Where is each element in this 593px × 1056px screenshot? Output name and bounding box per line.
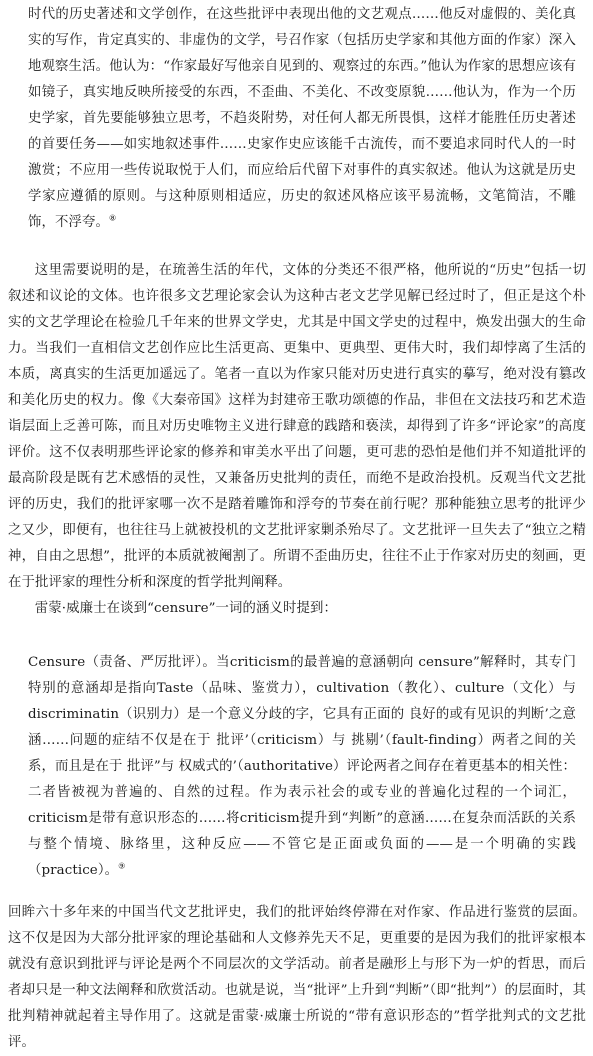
quote-intro-line: 雷蒙·威廉士在谈到“censure”一词的涵义时提到：: [34, 601, 337, 616]
block-quote-williams: [28, 650, 576, 884]
quote-text: 时代的历史著述和文学创作，在这些批评中表现出他的文艺观点……他反对虚假的、美化真实的写作，肯定真实的、非虚伪的文学，号召作家（包括历史学家和其他方面的作家）深入地观察生活。他认为：“作家最好写他亲自见到的、观察过的东西。”他认为作家的思想应该有如镜子，真实地反映所接受的东西，不歪曲、不美化、不改变原貌……他认为，作为一个历史学家，首先要能够独立思考，不趋炎附势，对任何人都无所畏惧，这样才能胜任历史著述的首要任务——如实地叙述事件……史家作史应该能千古流传，而不要追求同时代人的一时激赏；不应用一些传说取悦于人们，而应给后代留下对事件的真实叙述。他认为这就是历史学家应遵循的原则。与这种原则相适应，历史的叙述风格应该平易流畅，文笔简洁，不雕饰，不浮夸。: [28, 7, 576, 230]
block-quote-lucian: [28, 2, 576, 236]
paragraph-text: 回眸六十多年来的中国当代文艺批评史，我们的批评始终停滞在对作家、作品进行鉴赏的层面。这不仅是因为大部分批评家的理论基础和人文修养先天不足，更重要的是因为我们的批评家根本就没有意识到批评与评论是两个不同层次的文学活动。前者是融形上与形下为一炉的哲思，而后者却只是一种文法阐释和欣赏活动。也就是说，当“批评”上升到“判断”（即“批判”）的层面时，其批判精神就起着主导作用了。这就是雷蒙·威廉士所说的“带有意识形态的”哲学批判式的文艺批评。: [8, 905, 586, 1050]
paragraph-text: 这里需要说明的是，在琉善生活的年代，文体的分类还不很严格，他所说的“历史”包括一切叙述和议论的文体。也许很多文艺理论家会认为这种古老文艺学见解已经过时了，但正是这个朴实的文艺学理论在检验几千年来的世界文学史，尤其是中国文学史的过程中，焕发出强大的生命力。当我们一直相信文艺创作应比生活更高、更集中、更典型、更伟大时，我们却悖离了生活的本质，离真实的生活更加遥远了。笔者一直以为作家只能对历史进行真实的摹写，绝对没有篡改和美化历史的权力。像《大秦帝国》这样为封建帝王歌功颂德的作品，非但在文法技巧和艺术造诣层面上乏善可陈，而且对历史唯物主义进行肆意的践踏和亵渎，却得到了许多“评论家”的高度评价。这不仅表明那些评论家的修养和审美水平出了问题，更可悲的恐怕是他们并不知道批评的最高阶段是既有艺术感悟的灵性，又兼备历史批判的责任，而绝不是政治投机。反观当代文艺批评的历史，我们的批评家哪一次不是踏着雕饰和浮夸的节奏在前行呢？那种能独立思考的批评少之又少，即便有，也往往马上就被投机的文艺批评家剿杀殆尽了。文艺批评一旦失去了“独立之精神，自由之思想”，批评的本质就被阉割了。所谓不歪曲历史，往往不止于作家对历史的刻画，更在于批评家的理性分析和深度的哲学批判阐释。: [8, 263, 586, 590]
quote-text: Censure（责备、严厉批评）。当criticism的最普遍的意涵朝向 censure”解释时，其专门特别的意涵却是指向Taste（品味、鉴赏力），cultivation（教化）、culture（文化）与discriminatin（识别力）是一个意义分歧的字，它具有正面的 良好的或有见识的判断’之意涵……问题的症结不仅是在于 批评’（criticism）与 挑剔’（fault-finding）两者之间的关系，而且是在于 批评”与 权威式的’（authoritative）评论两者之间存在着更基本的相关性：二者皆被视为普遍的、自然的过程。作为表示社会的或专业的普遍化过程的一个词汇，criticism是带有意识形态的……将criticism提升到“判断”的意涵……在复杂而活跃的关系与整个情境、脉络里，这种反应——不管它是正面或负面的——是一个明确的实践（practice）。: [28, 655, 576, 878]
body-paragraph-criticism: [8, 900, 586, 1056]
footnote-marker[interactable]: ⑨: [118, 861, 126, 871]
footnote-marker[interactable]: ⑧: [108, 213, 117, 223]
body-paragraph-history: [8, 258, 586, 622]
